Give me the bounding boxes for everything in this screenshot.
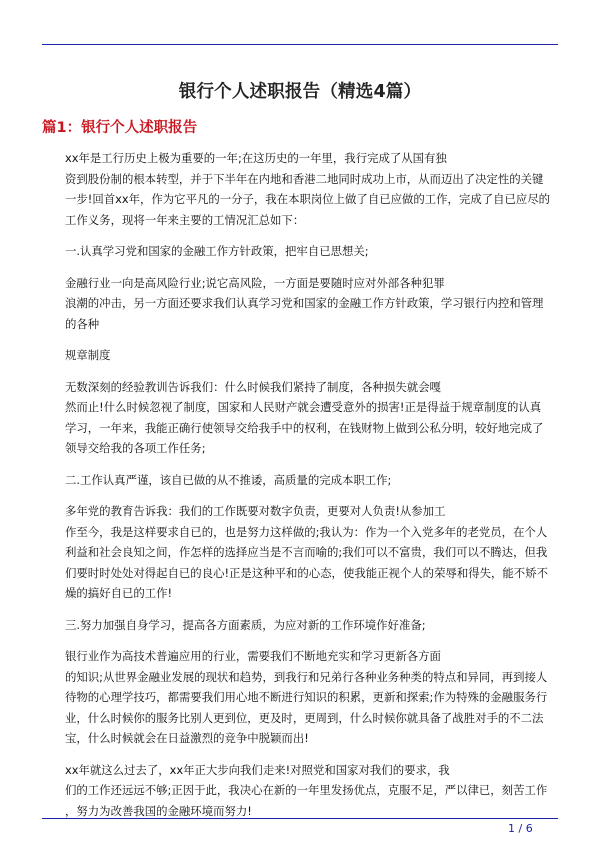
paragraph-line: 工作义务，现将一年来主要的工情况汇总如下： [65, 212, 305, 227]
paragraph-line: ，努力为改善我国的金融环境而努力! [65, 803, 252, 818]
paragraph-line: 业，什么时候你的服务比别人更到位，更及时，更周到，什么时候你就具备了战胜对手的不二法 [65, 710, 544, 725]
document-body [42, 148, 558, 832]
paragraph-line: 宝，什么时候就会在日益激烈的竞争中脱颖而出! [65, 731, 309, 745]
paragraph-line: 燥的搞好自已的工作! [65, 586, 173, 600]
paragraph-line: 领导交给我的各项工作任务; [65, 441, 206, 455]
paragraph-line: 资到股份制的根本转型，并于下半年在内地和香港二地同时成功上市，从而迈出了决定性的关键 [65, 171, 544, 186]
bottom-rule [42, 818, 558, 819]
paragraph-line: 们要时时处处对得起自已的良心!正是这种平和的心态，使我能正视个人的荣辱和得失，能不矫不 [65, 565, 548, 580]
paragraph-line: 多年党的教育告诉我：我们的工作既要对数字负责，更要对人负责!从参加工 [65, 504, 446, 518]
paragraph-line: 无数深刻的经验教训告诉我们：什么时候我们紧持了制度，各种损失就会嘎 [65, 379, 441, 394]
paragraph-line: 银行业作为高技术普遍应用的行业，需要我们不断地充实和学习更新各方面 [65, 649, 441, 663]
document-title: 银行个人述职报告（精选4篇） [178, 82, 422, 102]
subheading-1 [42, 241, 558, 262]
paragraph-line: 二.工作认真严谨，该自已做的从不推诿，高质量的完成本职工作; [65, 472, 392, 487]
paragraph-line: 们的工作还远远不够;正因于此，我决心在新的一年里发扬优点，克服不足，严以律已，刻苦工作 [65, 783, 548, 797]
paragraph-6 [42, 760, 558, 822]
paragraph-3 [42, 377, 558, 459]
paragraph-line: xx年就这么过去了，xx年正大步向我们走来!对照党和国家对我们的要求，我 [65, 762, 450, 777]
paragraph-line: 浪潮的冲击，另一方面还要求我们认真学习党和国家的金融工作方针政策，学习银行内控和管理 [65, 296, 544, 310]
paragraph-line: 的知识;从世界金融业发展的现状和趋势，到我行和兄弟行各种业务种类的特点和异同，再到接人 [65, 669, 548, 684]
paragraph-line: 作至今，我是这样要求自已的，也是努力这样做的;我认为：作为一个入党多年的老党员，在个人 [65, 524, 548, 539]
paragraph-line: 一步!回首xx年，作为它平凡的一分子，我在本职岗位上做了自已应做的工作，完成了自已应尽的 [65, 192, 551, 206]
paragraph-line: 然而止!什么时候忽视了制度，国家和人民财产就会遭受意外的损害!正是得益于规章制度的认真 [65, 400, 542, 414]
page-number: 1 / 6 [508, 822, 533, 835]
paragraph-line: 利益和社会良知之间，作怎样的选择应当是不言而喻的;我们可以不富贵，我们可以不腾达，但我 [65, 545, 548, 559]
section-heading: 篇1：银行个人述职报告 [42, 120, 198, 136]
paragraph-line: 规章制度 [65, 348, 111, 362]
paragraph-line: 待物的心理学技巧，都需要我们用心地不断进行知识的积累，更新和探索;作为特殊的金融服务行 [65, 690, 548, 704]
paragraph-line: 金融行业一向是高风险行业;说它高风险，一方面是要随时应对外部各种犯罪 [65, 275, 445, 290]
subheading-rules [42, 345, 558, 366]
paragraph-line: 学习，一年来，我能正确行使领导交给我手中的权利，在钱财物上做到公私分明，较好地完成了 [65, 420, 544, 435]
paragraph-line: 三.努力加强自身学习，提高各方面素质，为应对新的工作环境作好准备; [65, 617, 426, 632]
paragraph-5 [42, 646, 558, 749]
paragraph-line: 的各种 [65, 316, 100, 331]
paragraph-line: xx年是工行历史上极为重要的一年;在这历史的一年里，我行完成了从国有独 [65, 151, 447, 165]
top-rule [42, 44, 558, 45]
paragraph-4 [42, 501, 558, 604]
paragraph-line: 一.认真学习党和国家的金融工作方针政策，把牢自已思想关; [65, 244, 369, 258]
paragraph-2 [42, 273, 558, 335]
subheading-3 [42, 615, 558, 636]
subheading-2 [42, 470, 558, 491]
paragraph-1 [42, 148, 558, 230]
